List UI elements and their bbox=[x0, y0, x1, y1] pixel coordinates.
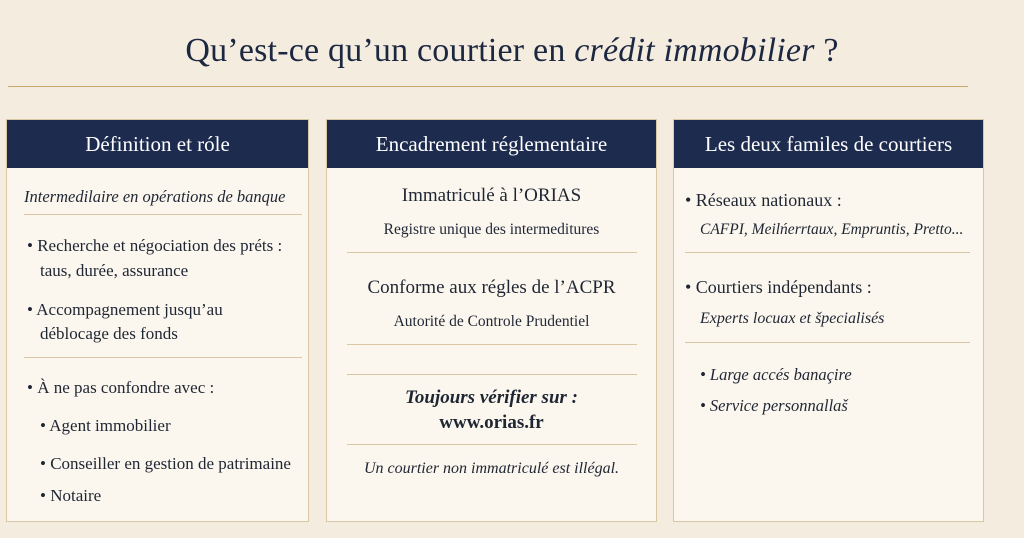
courtiers-independants-title: • Courtiers indépendants : bbox=[685, 277, 872, 297]
illegal-warning: Un courtier non immatriculé est illégal. bbox=[363, 460, 620, 477]
bullet-accompagnement: • Accompagnement jusqu’au bbox=[27, 300, 223, 319]
bullet-accompagnement-detail: déblocage des fonds bbox=[40, 324, 178, 343]
advantage-acces-bancaire: • Large accés banaçire bbox=[700, 365, 852, 384]
orias-subtitle: Registre unique des intermeditures bbox=[383, 221, 600, 238]
card-familles bbox=[673, 119, 984, 522]
page-title-part2: crédit immobilier bbox=[574, 32, 815, 69]
reseaux-nationaux-title: • Réseaux nationaux : bbox=[685, 190, 842, 210]
familles-divider-2 bbox=[685, 342, 970, 343]
sub-conseiller: • Conseiller en gestion de patrimaine bbox=[40, 454, 291, 473]
familles-divider-1 bbox=[685, 252, 970, 253]
card-encadrement-header: Encadrement réglementaire bbox=[327, 120, 656, 168]
title-divider bbox=[8, 86, 968, 87]
encadrement-divider-4 bbox=[347, 444, 637, 445]
bullet-recherche-detail: taus, durée, assurance bbox=[40, 261, 189, 280]
page-title bbox=[0, 32, 1024, 70]
definition-subtitle: Intermedilaire en opérations de banque bbox=[24, 187, 286, 206]
bullet-confondre: • À ne pas confondre avec : bbox=[27, 378, 215, 397]
encadrement-divider-2 bbox=[347, 344, 637, 345]
card-definition bbox=[6, 119, 309, 522]
advantage-service-personnalise: • Service personnallaš bbox=[700, 396, 848, 415]
card-familles-header: Les deux familes de courtiers bbox=[674, 120, 983, 168]
reseaux-nationaux-list: CAFPI, Meilńerrtaux, Empruntis, Pretto... bbox=[700, 221, 964, 238]
encadrement-divider-3 bbox=[347, 374, 637, 375]
definition-divider-2 bbox=[24, 357, 302, 358]
definition-divider-1 bbox=[24, 214, 302, 215]
acpr-title: Conforme aux régles de l’ACPR bbox=[367, 277, 616, 298]
orias-link[interactable]: www.orias.fr bbox=[439, 412, 544, 433]
sub-agent-immobilier: • Agent immobilier bbox=[40, 416, 171, 435]
page-title-part3: ? bbox=[814, 32, 839, 69]
sub-notaire: • Notaire bbox=[40, 486, 102, 505]
bullet-recherche: • Recherche et négociation des préts : bbox=[27, 236, 283, 255]
acpr-subtitle: Autorité de Controle Prudentiel bbox=[393, 313, 590, 330]
card-encadrement bbox=[326, 119, 657, 522]
verify-line: Toujours vérifier sur : bbox=[405, 387, 578, 408]
page-title-part1: Qu’est-ce qu’un courtier en bbox=[185, 32, 575, 69]
courtiers-independants-sub: Experts locuax et špecialisés bbox=[700, 310, 885, 327]
orias-title: Immatriculé à l’ORIAS bbox=[401, 185, 582, 206]
card-definition-header: Définition et róle bbox=[7, 120, 308, 168]
encadrement-divider-1 bbox=[347, 252, 637, 253]
